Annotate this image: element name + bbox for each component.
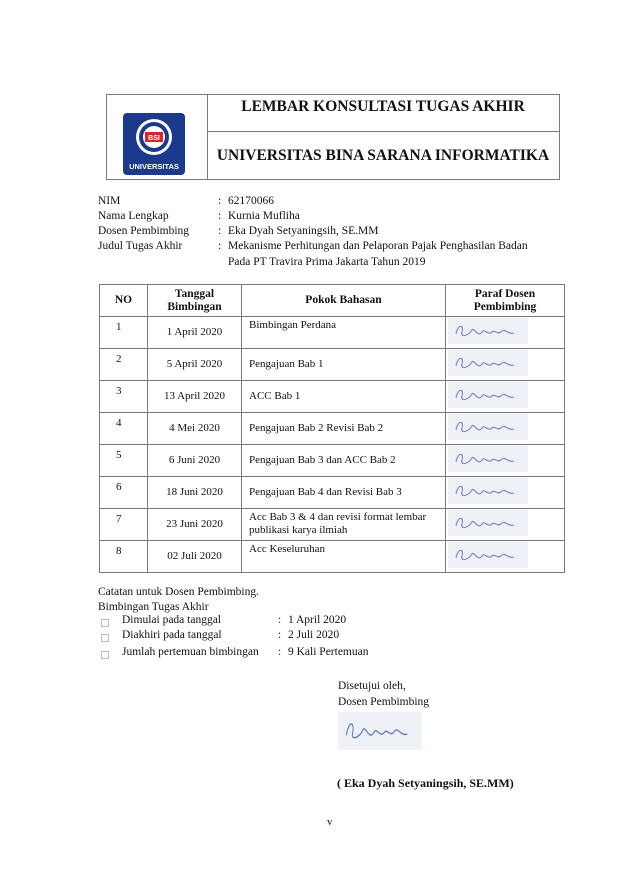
- approval-line-1: Disetujui oleh,: [338, 680, 406, 692]
- table-row: [100, 445, 565, 477]
- signature-image: [448, 478, 528, 504]
- row-signature: [446, 317, 565, 349]
- info-value: 62170066: [228, 195, 274, 207]
- table-row: [100, 477, 565, 509]
- note-value: 9 Kali Pertemuan: [288, 646, 369, 658]
- row-signature: [446, 477, 565, 509]
- row-date: 1 April 2020: [148, 317, 242, 349]
- row-date: 4 Mei 2020: [148, 413, 242, 445]
- header-signature: Paraf Dosen Pembimbing: [446, 285, 565, 317]
- institution-name: UNIVERSITAS BINA SARANA INFORMATIKA: [216, 147, 550, 164]
- row-number: 8: [100, 541, 148, 573]
- header-no: NO: [100, 285, 148, 317]
- signature-image: [448, 510, 528, 536]
- row-date: 6 Juni 2020: [148, 445, 242, 477]
- info-value: Mekanisme Perhitungan dan Pelaporan Pajak Penghasilan Badan: [228, 240, 528, 252]
- signature-scribble: [448, 542, 528, 568]
- row-number: 1: [100, 317, 148, 349]
- form-title: LEMBAR KONSULTASI TUGAS AKHIR: [241, 98, 525, 115]
- row-number: 2: [100, 349, 148, 381]
- logo-banner-text: UNIVERSITAS: [129, 162, 179, 171]
- supervisor-signature-image: [338, 712, 422, 750]
- row-topic: Acc Keseluruhan: [242, 541, 446, 573]
- row-topic: Pengajuan Bab 3 dan ACC Bab 2: [242, 445, 446, 477]
- row-date: 02 Juli 2020: [148, 541, 242, 573]
- signature-image: [448, 542, 528, 568]
- row-number: 7: [100, 509, 148, 541]
- row-signature: [446, 349, 565, 381]
- signature-scribble: [448, 318, 528, 344]
- row-date: 13 April 2020: [148, 381, 242, 413]
- signer-name: ( Eka Dyah Setyaningsih, SE.MM): [337, 776, 514, 790]
- logo-monogram: BSI: [148, 135, 160, 142]
- notes-subheading: Bimbingan Tugas Akhir: [98, 601, 209, 613]
- row-topic: Bimbingan Perdana: [242, 317, 446, 349]
- row-topic: Acc Bab 3 & 4 dan revisi format lembar publikasi karya ilmiah: [242, 509, 446, 541]
- row-topic: Pengajuan Bab 4 dan Revisi Bab 3: [242, 477, 446, 509]
- row-date: 5 April 2020: [148, 349, 242, 381]
- header-box: [106, 94, 560, 180]
- table-row: [100, 509, 565, 541]
- checkbox-bullet: [101, 634, 109, 642]
- row-signature: [446, 381, 565, 413]
- page-number: v: [327, 816, 333, 828]
- signature-scribble: [448, 382, 528, 408]
- signature-scribble: [448, 446, 528, 472]
- info-value-line2: Pada PT Travira Prima Jakarta Tahun 2019: [228, 256, 426, 268]
- note-value: 2 Juli 2020: [288, 629, 340, 641]
- info-label: Dosen Pembimbing: [98, 225, 190, 237]
- table-row: [100, 381, 565, 413]
- note-label: Diakhiri pada tanggal: [122, 629, 222, 641]
- table-row: [100, 349, 565, 381]
- info-value: Kurnia Mufliha: [228, 210, 300, 222]
- header-topic: Pokok Bahasan: [242, 285, 446, 317]
- signature-image: [448, 382, 528, 408]
- notes-heading: Catatan untuk Dosen Pembimbing.: [98, 586, 259, 598]
- row-number: 5: [100, 445, 148, 477]
- note-value: 1 April 2020: [288, 614, 347, 626]
- header-date: Tanggal Bimbingan: [148, 285, 242, 317]
- signature-image: [448, 318, 528, 344]
- info-value: Eka Dyah Setyaningsih, SE.MM: [228, 225, 379, 237]
- row-number: 3: [100, 381, 148, 413]
- row-topic: Pengajuan Bab 1: [242, 349, 446, 381]
- signature-scribble: [448, 478, 528, 504]
- row-topic: ACC Bab 1: [242, 381, 446, 413]
- row-signature: [446, 445, 565, 477]
- checkbox-bullet: [101, 651, 109, 659]
- row-signature: [446, 509, 565, 541]
- row-number: 6: [100, 477, 148, 509]
- signature-scribble: [338, 712, 422, 750]
- table-row: [100, 413, 565, 445]
- table-row: [100, 541, 565, 573]
- consultation-table: [99, 284, 565, 573]
- note-label: Dimulai pada tanggal: [122, 614, 221, 626]
- row-date: 18 Juni 2020: [148, 477, 242, 509]
- info-label: Judul Tugas Akhir: [98, 240, 183, 252]
- signature-image: [448, 414, 528, 440]
- note-label: Jumlah pertemuan bimbingan: [122, 646, 259, 658]
- info-label: Nama Lengkap: [98, 210, 169, 222]
- checkbox-bullet: [101, 619, 109, 627]
- signature-scribble: [448, 510, 528, 536]
- table-row: [100, 317, 565, 349]
- row-topic: Pengajuan Bab 2 Revisi Bab 2: [242, 413, 446, 445]
- university-logo: [123, 113, 185, 175]
- row-number: 4: [100, 413, 148, 445]
- signature-scribble: [448, 414, 528, 440]
- signature-scribble: [448, 350, 528, 376]
- row-signature: [446, 541, 565, 573]
- row-signature: [446, 413, 565, 445]
- signature-image: [448, 350, 528, 376]
- approval-line-2: Dosen Pembimbing: [338, 696, 430, 708]
- info-label: NIM: [98, 195, 121, 207]
- row-date: 23 Juni 2020: [148, 509, 242, 541]
- signature-image: [448, 446, 528, 472]
- table-header-row: [100, 285, 565, 317]
